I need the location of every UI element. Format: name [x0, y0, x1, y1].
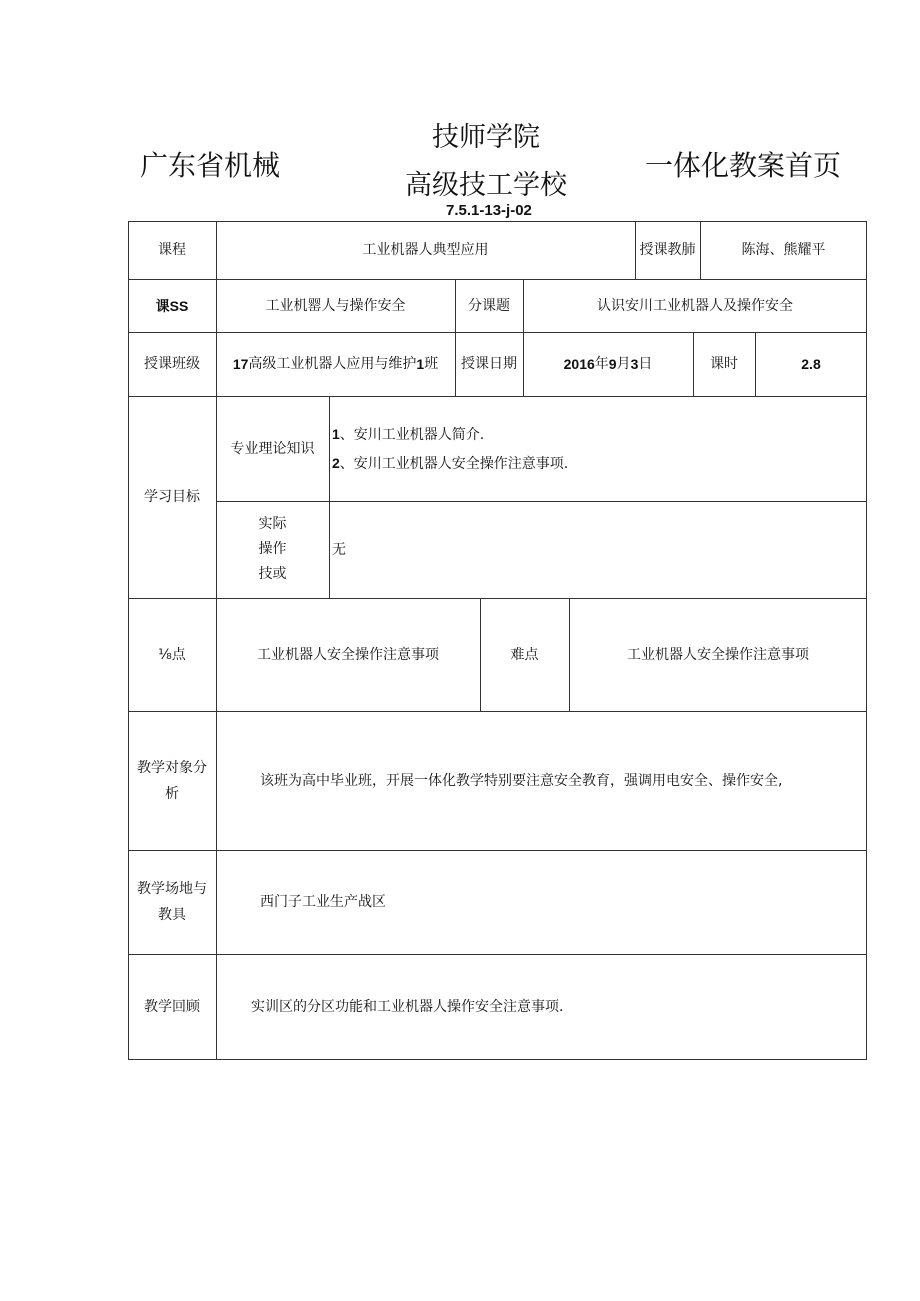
venue-label-line: 教具: [158, 907, 186, 923]
practice-value: 无: [332, 541, 346, 558]
review-label: 教学回顾: [144, 999, 200, 1015]
analysis-label-line: 教学对象分: [137, 759, 207, 776]
course-value: 工业机器人典型应用: [362, 242, 489, 258]
teacher-label: 授课教肺: [639, 241, 696, 258]
difficulty-label: 难点: [510, 646, 539, 663]
date-day-unit: 日: [638, 356, 653, 372]
theory-item-text: 、安川工业机器人安全操作注意事项.: [339, 455, 569, 472]
class-suffix: 班: [424, 356, 439, 372]
topic-label: 课SS: [155, 297, 189, 314]
review-value: 实训区的分区功能和工业机器人操作安全注意事项.: [251, 999, 564, 1015]
theory-item-number: 2: [332, 454, 340, 471]
school-name-bottom: 高级技工学校: [405, 170, 567, 201]
date-year: 2016: [563, 356, 595, 372]
date-value: [523, 332, 693, 396]
topic-value: 工业机罂人与操作安全: [265, 297, 406, 314]
hours-label: 课时: [710, 356, 738, 372]
date-month: 9: [608, 356, 617, 372]
practice-label-line: 操作: [258, 541, 287, 557]
practice-label: [216, 501, 329, 598]
theory-item: [332, 449, 568, 478]
subtopic-value: 认识安川工业机器人及操作安全: [597, 297, 793, 314]
key-point-label: ⅛点: [158, 646, 186, 663]
theory-label: 专业理论知识: [230, 440, 315, 457]
analysis-label-line: 析: [165, 785, 179, 802]
document-title: 一体化教案首页: [645, 149, 842, 182]
hours-value: 2.8: [801, 356, 821, 372]
class-label: 授课班级: [144, 356, 200, 372]
class-number: 1: [416, 356, 425, 372]
practice-label-line: 技或: [258, 566, 287, 582]
date-month-unit: 月: [616, 356, 631, 372]
practice-label-line: 实际: [258, 516, 287, 532]
school-name-top: 技师学院: [432, 122, 540, 153]
difficulty-value: 工业机器人安全操作注意事项: [627, 646, 809, 663]
teacher-value: 陈海、熊耀平: [741, 242, 826, 258]
analysis-value: 该班为高中毕业班，开展一体化教学特别要注意安全教育，强调用电安全、操作安全,: [260, 772, 783, 789]
course-label: 课程: [158, 242, 186, 258]
document-number: 7.5.1-13-j-02: [446, 202, 532, 219]
key-point-value: 工业机器人安全操作注意事项: [257, 646, 439, 663]
school-name-left: 广东省机械: [140, 149, 281, 182]
subtopic-label: 分课题: [468, 297, 510, 314]
venue-label: [128, 850, 216, 954]
class-grade-number: 17: [232, 356, 249, 372]
class-major: 高级工业机器人应用与维护: [248, 356, 417, 372]
venue-value: 西门子工业生产战区: [260, 894, 386, 910]
theory-item-text: 、安川工业机器人简介.: [339, 426, 485, 443]
objectives-label: 学习目标: [144, 489, 200, 505]
analysis-label: [128, 711, 216, 850]
theory-list: [330, 396, 867, 501]
theory-item: [332, 420, 484, 449]
date-label: 授课日期: [461, 356, 517, 372]
date-day: 3: [630, 356, 639, 372]
class-value: [216, 332, 455, 396]
theory-item-number: 1: [332, 425, 340, 442]
venue-label-line: 教学场地与: [137, 881, 207, 897]
date-year-unit: 年: [594, 356, 609, 372]
